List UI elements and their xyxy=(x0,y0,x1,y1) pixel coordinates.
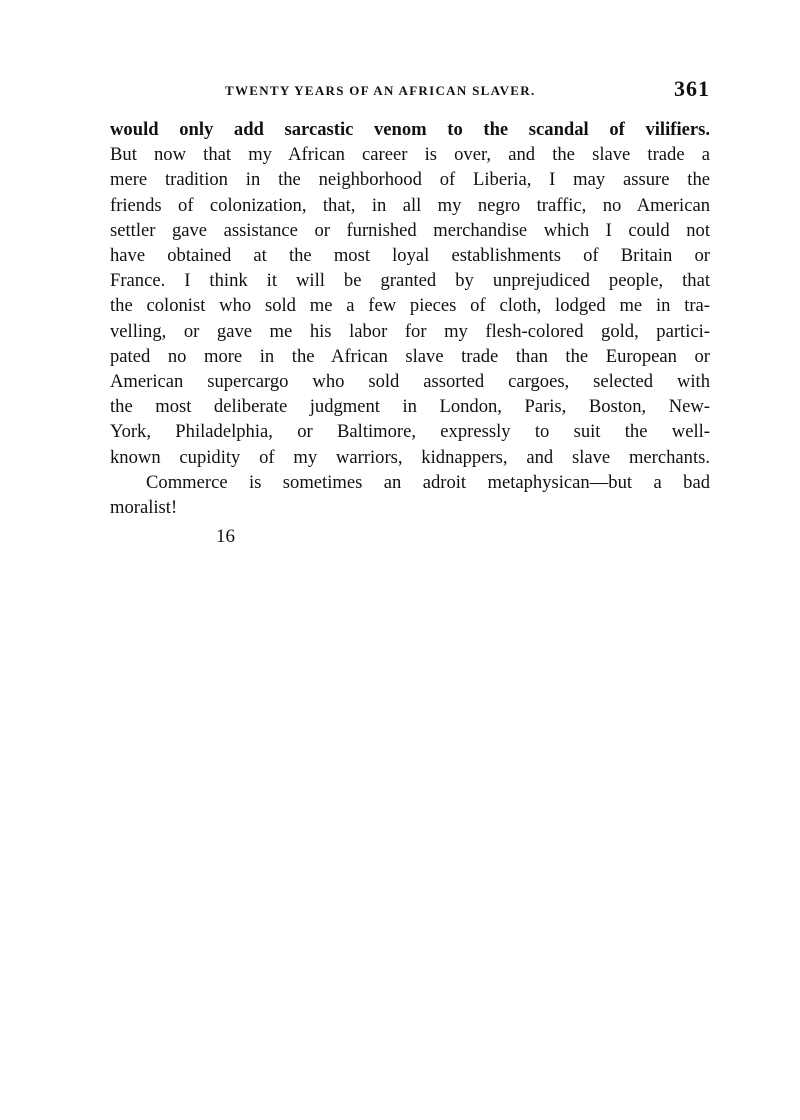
page-number: 361 xyxy=(674,76,710,101)
text-line: France. I think it will be granted by unprejudiced people, that xyxy=(110,270,710,292)
text-line: the most deliberate judgment in London, Paris, Boston, New- xyxy=(110,396,710,418)
text-line: moralist! xyxy=(110,497,178,519)
text-line: But now that my African career is over, and the slave trade a xyxy=(110,144,710,166)
text-line: would only add sarcastic venom to the scandal of vilifiers. xyxy=(110,119,710,140)
text-line: mere tradition in the neighborhood of Liberia, I may assure the xyxy=(110,169,710,191)
signature-mark: 16 xyxy=(216,526,235,547)
text-line: the colonist who sold me a few pieces of cloth, lodged me in tra- xyxy=(110,295,710,317)
text-line: pated no more in the African slave trade than the European or xyxy=(110,345,710,367)
text-line: York, Philadelphia, or Baltimore, expressly to suit the well- xyxy=(110,421,710,443)
text-line: known cupidity of my warriors, kidnappers, and slave merchants. xyxy=(110,446,710,468)
text-line: have obtained at the most loyal establishments of Britain or xyxy=(110,245,710,267)
running-title: TWENTY YEARS OF AN AFRICAN SLAVER. xyxy=(225,83,536,98)
running-header xyxy=(110,76,710,106)
text-line: American supercargo who sold assorted cargoes, selected with xyxy=(110,371,710,393)
text-line: friends of colonization, that, in all my negro traffic, no American xyxy=(110,194,710,216)
body-text xyxy=(110,117,710,520)
text-line: settler gave assistance or furnished merchandise which I could not xyxy=(110,219,710,241)
text-line: velling, or gave me his labor for my flesh-colored gold, partici- xyxy=(110,320,710,342)
paragraph-first-line: Commerce is sometimes an adroit metaphysican—but a bad xyxy=(146,471,710,493)
